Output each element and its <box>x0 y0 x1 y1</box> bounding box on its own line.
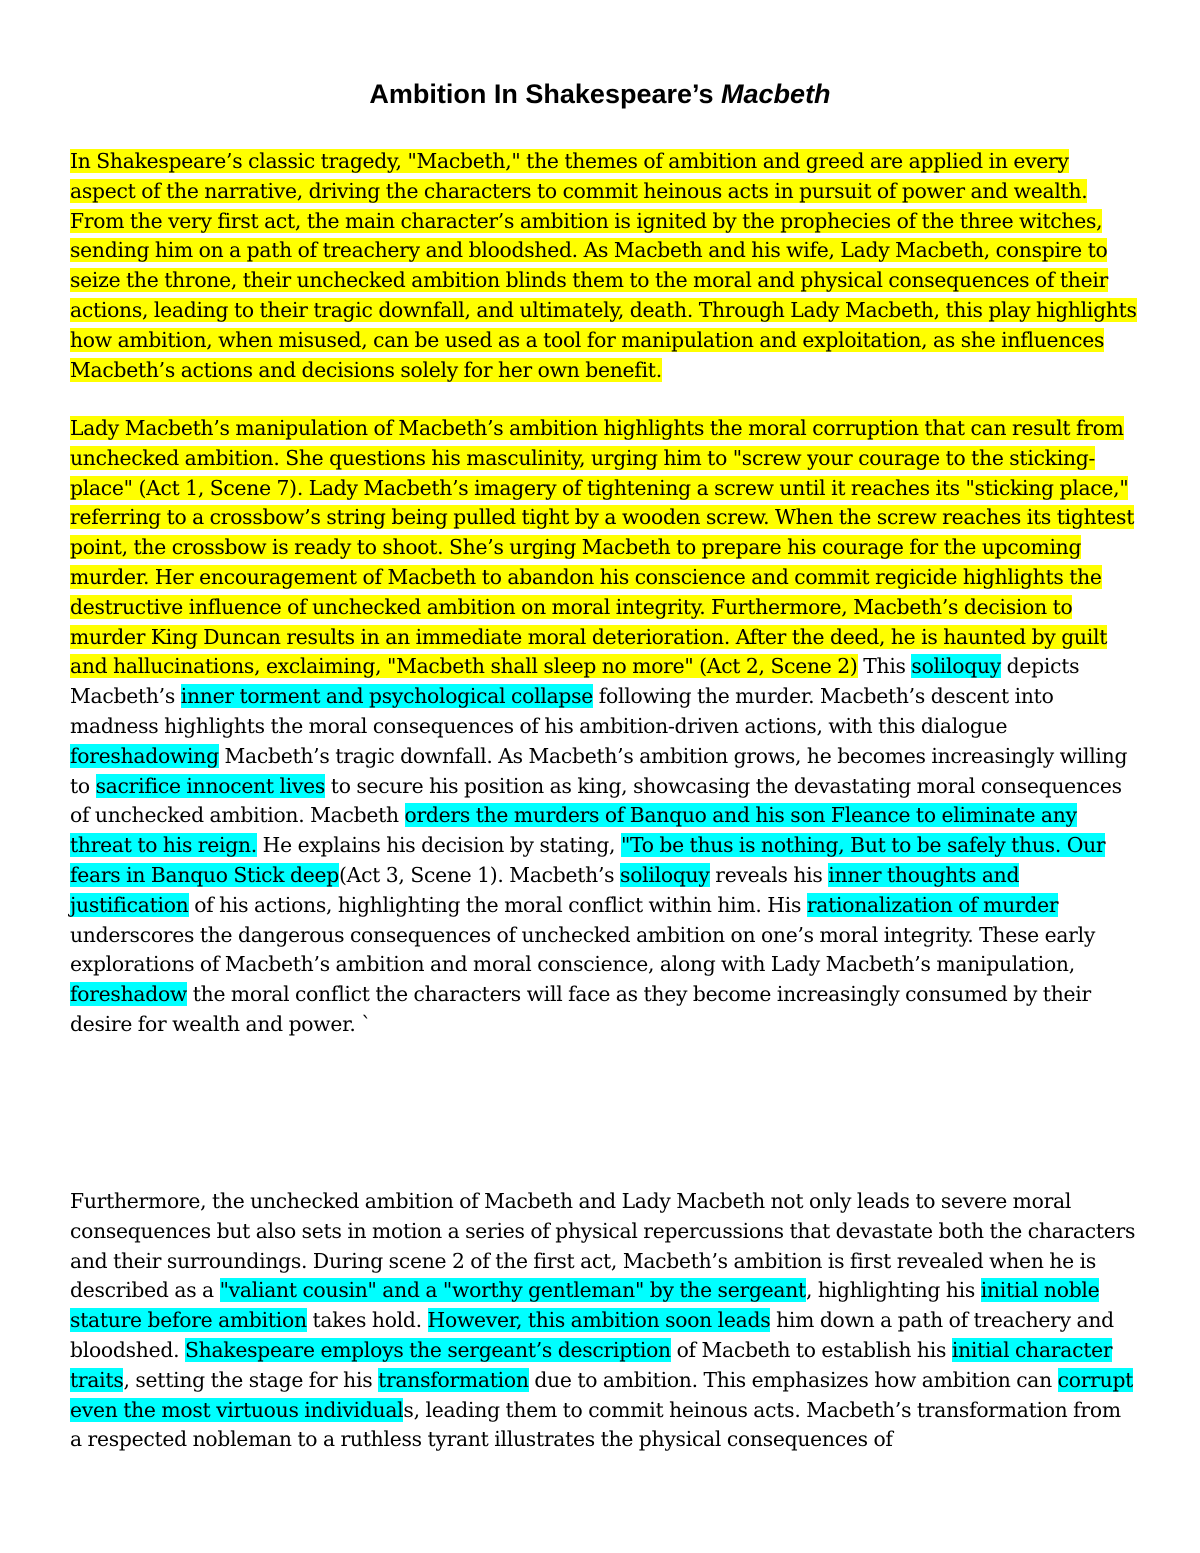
plain-text: of his actions, highlighting the moral conflict within him. His <box>188 892 807 917</box>
plain-text: Furthermore, the unchecked ambition of Macbeth and Lady Macbeth not only leads to severe moral consequences but also sets in motion a series of physical repercussions that devastate both the characters and their surroundings. During scene 2 of the first act, Macbeth’s ambition is first revealed when he is described as a <box>70 1189 1136 1303</box>
plain-text: following the murder. Macbeth’s descent into madness highlights the moral consequences of his ambition-driven actions, with this dialogue <box>70 684 1054 738</box>
cyan-highlight: sacrifice innocent lives <box>95 773 326 798</box>
cyan-highlight: initial character traits <box>70 1337 1113 1392</box>
paragraph-introduction <box>70 147 1138 385</box>
plain-text: Macbeth’s tragic downfall. As Macbeth’s ambition grows, he becomes increasingly willing to <box>70 743 1128 798</box>
cyan-highlight: corrupt even the most virtuous individual <box>70 1367 1134 1422</box>
plain-text: , setting the stage for his <box>123 1367 379 1392</box>
plain-text: This <box>857 654 912 679</box>
plain-text: He explains his decision by stating, <box>256 833 621 858</box>
title-text: Ambition In Shakespeare’s <box>369 79 722 109</box>
plain-text: due to ambition. This emphasizes how ambition can <box>528 1367 1058 1392</box>
plain-text: to secure his position as king, showcasing the devastating moral consequences of unchecked ambition. Macbeth <box>70 773 1122 828</box>
cyan-highlight: "valiant cousin" and a "worthy gentleman" by the sergeant <box>219 1278 806 1303</box>
plain-text: underscores the dangerous consequences of unchecked ambition on one’s moral integrity. These early explorations of Macbeth’s ambition and moral conscience, along with Lady Macbeth’s manipulation, <box>70 922 1096 977</box>
title-italic-text: Macbeth <box>721 79 831 109</box>
cyan-highlight: transformation <box>378 1367 529 1392</box>
page-title <box>0 74 1200 114</box>
plain-text: him down a path of treachery and bloodshed. <box>70 1308 1114 1362</box>
plain-text: reveals his <box>709 862 829 887</box>
cyan-highlight: foreshadowing <box>70 743 219 768</box>
plain-text: depicts Macbeth’s <box>70 654 1080 709</box>
cyan-highlight: However, this ambition soon leads <box>427 1308 771 1333</box>
plain-text: , highlighting his <box>805 1278 981 1303</box>
plain-text: takes hold. <box>306 1308 428 1333</box>
cyan-highlight: initial noble stature before ambition <box>70 1278 1100 1333</box>
cyan-highlight: foreshadow <box>70 982 188 1007</box>
paragraph-physical-repercussions <box>70 1187 1138 1455</box>
cyan-highlight: soliloquy <box>620 862 710 887</box>
cyan-highlight: orders the murders of Banquo and his son Fleance to eliminate any threat to his reign. <box>70 803 1077 858</box>
yellow-highlight: Lady Macbeth’s manipulation of Macbeth’s ambition highlights the moral corruption that can result from unchecked ambition. She questions his masculinity, urging him to "screw your courage to the sticking-place" (Act 1, Scene 7). Lady Macbeth’s imagery of tightening a screw until it reaches its "sticking place," referring to a crossbow’s string being pulled tight by a wooden screw. When the screw reaches its tightest point, the crossbow is ready to shoot. She’s urging Macbeth to prepare his courage for the upcoming murder. Her encouragement of Macbeth to abandon his conscience and commit regicide highlights the destructive influence of unchecked ambition on moral integrity. Furthermore, Macbeth’s decision to murder King Duncan results in an immediate moral deterioration. After the deed, he is haunted by guilt and hallucinations, exclaiming, "Macbeth shall sleep no more" (Act 2, Scene 2) <box>70 416 1135 679</box>
cyan-highlight: rationalization of murder <box>806 892 1059 917</box>
plain-text: of Macbeth to establish his <box>670 1337 952 1362</box>
paragraph-lady-macbeth-manipulation <box>70 414 1138 1040</box>
yellow-highlight: In Shakespeare’s classic tragedy, "Macbeth," the themes of ambition and greed are applied in every aspect of the narrative, driving the characters to commit heinous acts in pursuit of power and wealth. From the very first act, the main character’s ambition is ignited by the prophecies of the three witches, sending him on a path of treachery and bloodshed. As Macbeth and his wife, Lady Macbeth, conspire to seize the throne, their unchecked ambition blinds them to the moral and physical consequences of their actions, leading to their tragic downfall, and ultimately, death. Through Lady Macbeth, this play highlights how ambition, when misused, can be used as a tool for manipulation and exploitation, as she influences Macbeth’s actions and decisions solely for her own benefit. <box>70 149 1137 382</box>
plain-text: the moral conflict the characters will face as they become increasingly consumed by their desire for wealth and power. ` <box>70 982 1091 1036</box>
plain-text: s, leading them to commit heinous acts. Macbeth’s transformation from a respected nobleman to a ruthless tyrant illustrates the physical consequences of <box>70 1397 1121 1452</box>
cyan-highlight: soliloquy <box>911 654 1001 679</box>
cyan-highlight: "To be thus is nothing, But to be safely thus. Our fears in Banquo Stick deep <box>70 833 1106 887</box>
plain-text: (Act 3, Scene 1). Macbeth’s <box>339 862 621 887</box>
cyan-highlight: Shakespeare employs the sergeant’s description <box>184 1337 671 1362</box>
cyan-highlight: inner torment and psychological collapse <box>180 684 594 709</box>
cyan-highlight: inner thoughts and justification <box>70 862 1020 917</box>
